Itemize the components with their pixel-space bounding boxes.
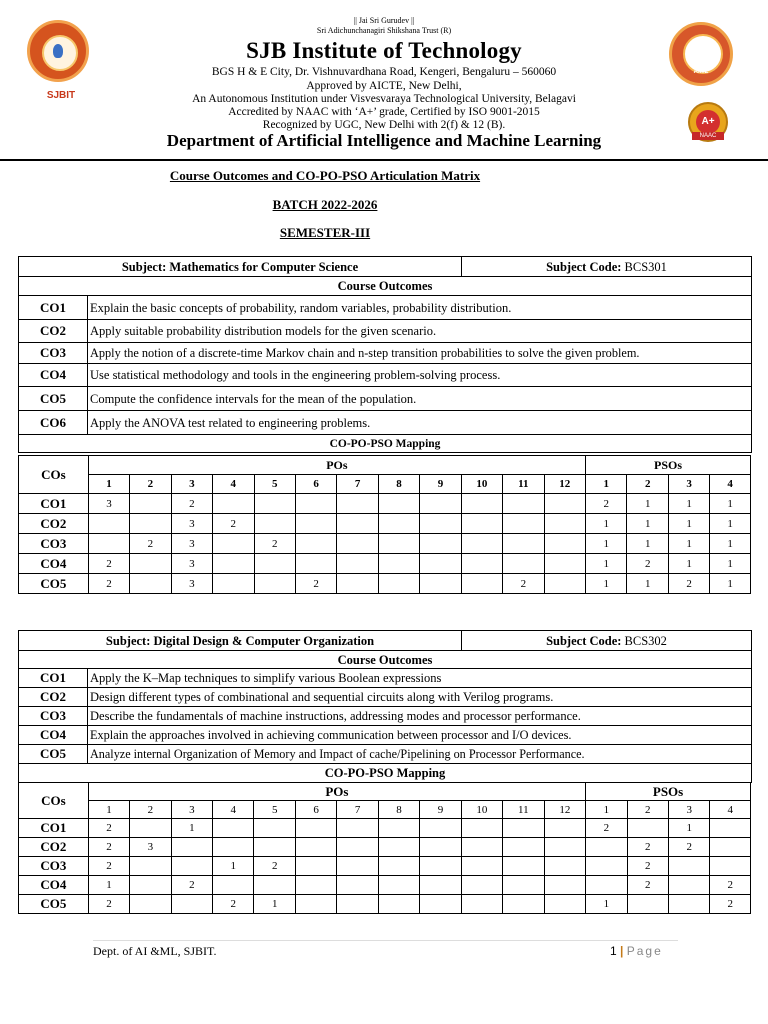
footer-divider [93, 940, 678, 941]
outcome-row: CO3 Describe the fundamentals of machine instructions, addressing modes and processor performance. [19, 707, 752, 726]
pso-cell: 1 [586, 574, 627, 594]
matrix-row-co: CO1 [19, 494, 89, 514]
po-cell [461, 819, 502, 838]
po-cell [213, 554, 254, 574]
po-cell [461, 554, 502, 574]
po-cell [544, 494, 585, 514]
outcome-row: CO2 Apply suitable probability distribution models for the given scenario. [19, 320, 752, 343]
po-cell [544, 514, 585, 534]
pso-cell [586, 876, 627, 895]
po-cell [337, 534, 378, 554]
po-cell [420, 514, 461, 534]
po-cell [254, 876, 295, 895]
course-outcomes-heading: Course Outcomes [19, 277, 752, 296]
subject1-mapping-table [18, 455, 751, 594]
po-cell [503, 895, 544, 914]
matrix-row-co: CO2 [19, 514, 89, 534]
po-cell: 2 [171, 876, 212, 895]
pso-cell: 1 [668, 819, 709, 838]
matrix-row [19, 838, 751, 857]
po-cell [544, 838, 586, 857]
po-cell: 2 [88, 838, 129, 857]
matrix-row-co: CO3 [19, 857, 89, 876]
pso-cell: 2 [586, 494, 627, 514]
po-cell [295, 534, 336, 554]
matrix-row [19, 895, 751, 914]
pso-cell [710, 819, 751, 838]
recognition-line: Recognized by UGC, New Delhi with 2(f) & 12 (B). [262, 119, 506, 131]
po-cell: 2 [295, 574, 336, 594]
footer-department: Dept. of AI &ML, SJBIT. [93, 944, 217, 958]
po-cell [461, 838, 502, 857]
po-cell: 3 [130, 838, 171, 857]
po-cell [295, 819, 336, 838]
po-cell: 2 [213, 895, 254, 914]
po-cell [130, 514, 171, 534]
column-numbers-row [19, 801, 751, 819]
po-cell [213, 819, 254, 838]
po-cell [420, 534, 461, 554]
pso-cell: 2 [668, 838, 709, 857]
pos-header: POs [88, 456, 585, 475]
po-cell: 2 [88, 554, 129, 574]
pso-cell: 2 [710, 876, 751, 895]
po-cell [130, 574, 171, 594]
po-cell: 3 [171, 514, 212, 534]
column-number: 2 [130, 801, 171, 819]
psos-header: PSOs [586, 783, 751, 801]
po-cell [337, 819, 378, 838]
column-number: 10 [461, 801, 502, 819]
matrix-row [19, 514, 751, 534]
pso-cell: 1 [627, 514, 668, 534]
matrix-row [19, 857, 751, 876]
po-cell [378, 838, 419, 857]
po-cell: 2 [503, 574, 544, 594]
po-cell: 3 [171, 534, 212, 554]
po-cell [254, 574, 295, 594]
column-number: 3 [171, 475, 212, 494]
matrix-row [19, 574, 751, 594]
po-cell: 1 [254, 895, 295, 914]
po-cell [378, 574, 419, 594]
pso-cell: 1 [586, 895, 627, 914]
po-cell [503, 494, 544, 514]
po-cell [337, 514, 378, 534]
column-number: 6 [295, 801, 336, 819]
po-cell: 2 [88, 857, 129, 876]
naac-badge-icon [688, 102, 728, 142]
po-cell [213, 838, 254, 857]
pso-cell: 1 [627, 494, 668, 514]
pso-cell [668, 857, 709, 876]
po-cell [378, 494, 419, 514]
column-number: 1 [88, 475, 129, 494]
course-outcomes-heading: Course Outcomes [19, 651, 752, 669]
po-cell [503, 819, 544, 838]
outcome-row: CO1 Apply the K–Map techniques to simplify various Boolean expressions [19, 669, 752, 688]
pso-cell: 1 [710, 554, 751, 574]
po-cell [337, 574, 378, 594]
pso-cell [586, 838, 627, 857]
po-cell: 2 [213, 514, 254, 534]
po-cell [420, 876, 461, 895]
column-number: 11 [503, 475, 544, 494]
po-cell [503, 857, 544, 876]
pso-cell: 1 [710, 514, 751, 534]
po-cell [130, 857, 171, 876]
po-cell [461, 876, 502, 895]
po-cell [171, 857, 212, 876]
po-cell [544, 534, 585, 554]
matrix-row-co: CO2 [19, 838, 89, 857]
po-cell [171, 838, 212, 857]
pso-cell: 2 [710, 895, 751, 914]
po-cell [461, 534, 502, 554]
po-cell [503, 514, 544, 534]
pso-cell: 1 [586, 534, 627, 554]
subject1-outcomes-table [18, 256, 752, 453]
po-cell [378, 514, 419, 534]
po-cell: 1 [213, 857, 254, 876]
invocation-text: || Jai Sri Gurudev || [353, 16, 415, 25]
po-cell [171, 895, 212, 914]
po-cell [337, 895, 378, 914]
po-cell [544, 574, 585, 594]
po-cell: 3 [88, 494, 129, 514]
po-cell [503, 838, 544, 857]
po-cell [130, 494, 171, 514]
mapping-heading: CO-PO-PSO Mapping [19, 435, 752, 453]
page-separator: | [620, 944, 624, 958]
po-cell: 2 [88, 895, 129, 914]
matrix-row-co: CO3 [19, 534, 89, 554]
column-number: 12 [544, 801, 586, 819]
matrix-row-co: CO5 [19, 895, 89, 914]
logo-left-caption: SJBIT [46, 90, 76, 101]
outcome-row: CO5 Analyze internal Organization of Memory and Impact of cache/Pipelining on Processor Performance. [19, 745, 752, 764]
po-cell [254, 514, 295, 534]
po-cell [420, 574, 461, 594]
po-cell [378, 554, 419, 574]
po-cell: 3 [171, 574, 212, 594]
po-cell [461, 514, 502, 534]
column-number: 4 [710, 475, 751, 494]
pso-cell [710, 857, 751, 876]
column-number: 2 [130, 475, 171, 494]
matrix-row [19, 819, 751, 838]
approval-line: Approved by AICTE, New Delhi, [306, 80, 462, 92]
column-number: 8 [378, 475, 419, 494]
po-cell: 2 [254, 857, 295, 876]
po-cell [337, 838, 378, 857]
pso-cell: 2 [668, 574, 709, 594]
aiml-logo [669, 22, 733, 86]
outcome-row: CO4 Explain the approaches involved in achieving communication between processor and I/O devices. [19, 726, 752, 745]
column-number: 6 [295, 475, 336, 494]
accreditation-line: Accredited by NAAC with ‘A+’ grade, Certified by ISO 9001-2015 [228, 106, 540, 118]
pso-cell: 1 [668, 494, 709, 514]
po-cell: 2 [254, 534, 295, 554]
po-cell: 1 [171, 819, 212, 838]
po-cell: 2 [171, 494, 212, 514]
document-title: Course Outcomes and CO-PO-PSO Articulation Matrix [169, 168, 481, 183]
page-word: Page [626, 944, 663, 958]
po-cell [378, 895, 419, 914]
po-cell [544, 554, 585, 574]
po-cell [420, 838, 461, 857]
po-cell [378, 857, 419, 876]
po-cell [295, 514, 336, 534]
pso-cell: 2 [627, 876, 668, 895]
po-cell [544, 895, 586, 914]
po-cell [503, 534, 544, 554]
column-number: 9 [420, 801, 461, 819]
outcome-row: CO3 Apply the notion of a discrete-time Markov chain and n-step transition probabilities to solve the given problem. [19, 343, 752, 364]
po-cell [378, 534, 419, 554]
column-number: 3 [668, 475, 709, 494]
pso-cell [668, 895, 709, 914]
po-cell [461, 857, 502, 876]
pso-cell: 1 [710, 574, 751, 594]
pso-cell: 1 [586, 514, 627, 534]
subject2-mapping-table [18, 782, 751, 914]
po-cell [337, 876, 378, 895]
pso-cell [586, 857, 627, 876]
po-cell [503, 554, 544, 574]
outcome-row: CO4 Use statistical methodology and tools in the engineering problem-solving process. [19, 364, 752, 387]
column-number: 1 [586, 801, 627, 819]
column-number: 2 [627, 801, 668, 819]
address-line: BGS H & E City, Dr. Vishnuvardhana Road, Kengeri, Bengaluru – 560060 [211, 66, 557, 78]
column-numbers-row [19, 475, 751, 494]
column-number: 9 [420, 475, 461, 494]
po-cell [295, 554, 336, 574]
po-cell: 2 [88, 819, 129, 838]
header-divider [0, 159, 768, 161]
po-cell [295, 838, 336, 857]
column-number: 7 [337, 475, 378, 494]
subject2-outcomes-table [18, 630, 752, 783]
pso-cell: 1 [586, 554, 627, 574]
subject1-name-cell: Subject: Mathematics for Computer Science [19, 257, 462, 277]
po-cell [295, 857, 336, 876]
department-name: Department of Artificial Intelligence and Machine Learning [166, 131, 602, 150]
po-cell [544, 857, 586, 876]
po-cell: 2 [88, 574, 129, 594]
pso-cell: 1 [627, 574, 668, 594]
po-cell [130, 554, 171, 574]
column-number: 5 [254, 801, 295, 819]
po-cell: 1 [88, 876, 129, 895]
batch-title: BATCH 2022-2026 [272, 197, 378, 212]
pso-cell [710, 838, 751, 857]
matrix-row [19, 554, 751, 574]
po-cell [130, 895, 171, 914]
column-number: 2 [627, 475, 668, 494]
po-cell [337, 857, 378, 876]
column-number: 11 [503, 801, 544, 819]
subject1-code-cell: Subject Code: BCS301 [462, 257, 752, 277]
po-cell: 3 [171, 554, 212, 574]
po-cell [420, 554, 461, 574]
column-number: 10 [461, 475, 502, 494]
page-number: 1 [610, 944, 617, 958]
pso-cell [668, 876, 709, 895]
po-cell [130, 819, 171, 838]
outcome-row: CO6 Apply the ANOVA test related to engineering problems. [19, 411, 752, 435]
column-number: 4 [213, 801, 254, 819]
po-cell [337, 554, 378, 574]
column-number: 4 [710, 801, 751, 819]
po-cell [420, 494, 461, 514]
po-cell [420, 857, 461, 876]
column-number: 3 [171, 801, 212, 819]
po-cell: 2 [130, 534, 171, 554]
pso-cell: 1 [627, 534, 668, 554]
institute-name: SJB Institute of Technology [246, 38, 522, 63]
po-cell [88, 514, 129, 534]
column-number: 5 [254, 475, 295, 494]
column-number: 3 [668, 801, 709, 819]
subject2-code-cell: Subject Code: BCS302 [462, 631, 752, 651]
po-cell [213, 876, 254, 895]
outcome-row: CO1 Explain the basic concepts of probability, random variables, probability distribution. [19, 296, 752, 320]
po-cell [461, 574, 502, 594]
pso-cell: 1 [668, 514, 709, 534]
naac-grade: A+ [696, 110, 720, 134]
po-cell [88, 534, 129, 554]
po-cell [378, 819, 419, 838]
matrix-row [19, 494, 751, 514]
po-cell [213, 534, 254, 554]
po-cell [337, 494, 378, 514]
column-number: 8 [378, 801, 419, 819]
po-cell [213, 494, 254, 514]
po-cell [254, 554, 295, 574]
matrix-row-co: CO1 [19, 819, 89, 838]
column-number: 7 [337, 801, 378, 819]
matrix-row [19, 876, 751, 895]
matrix-row-co: CO5 [19, 574, 89, 594]
pso-cell: 1 [668, 554, 709, 574]
pso-cell: 2 [586, 819, 627, 838]
po-cell [295, 876, 336, 895]
aiml-logo-label: AIML [693, 69, 709, 75]
pso-cell: 1 [710, 494, 751, 514]
column-number: 1 [88, 801, 129, 819]
subject2-name-cell: Subject: Digital Design & Computer Organization [19, 631, 462, 651]
po-cell [544, 876, 586, 895]
matrix-row-co: CO4 [19, 876, 89, 895]
po-cell [254, 819, 295, 838]
cos-header: COs [19, 456, 89, 494]
po-cell [295, 895, 336, 914]
pso-cell: 2 [627, 554, 668, 574]
pso-cell [627, 895, 668, 914]
pso-cell [627, 819, 668, 838]
column-number: 1 [586, 475, 627, 494]
po-cell [461, 895, 502, 914]
po-cell [461, 494, 502, 514]
pso-cell: 1 [710, 534, 751, 554]
autonomy-line: An Autonomous Institution under Visvesvaraya Technological University, Belagavi [192, 93, 576, 105]
psos-header: PSOs [586, 456, 751, 475]
po-cell [544, 819, 586, 838]
pso-cell: 1 [668, 534, 709, 554]
naac-label: NAAC [692, 132, 724, 140]
semester-title: SEMESTER-III [279, 225, 371, 240]
po-cell [420, 819, 461, 838]
po-cell [213, 574, 254, 594]
column-number: 12 [544, 475, 585, 494]
column-number: 4 [213, 475, 254, 494]
po-cell [130, 876, 171, 895]
mapping-heading: CO-PO-PSO Mapping [19, 764, 752, 783]
matrix-row [19, 534, 751, 554]
po-cell [254, 494, 295, 514]
cos-header: COs [19, 783, 89, 819]
po-cell [503, 876, 544, 895]
pso-cell: 2 [627, 838, 668, 857]
outcome-row: CO2 Design different types of combinational and sequential circuits along with Verilog programs. [19, 688, 752, 707]
matrix-row-co: CO4 [19, 554, 89, 574]
outcome-row: CO5 Compute the confidence intervals for the mean of the population. [19, 387, 752, 411]
po-cell [378, 876, 419, 895]
po-cell [254, 838, 295, 857]
pos-header: POs [88, 783, 585, 801]
pso-cell: 2 [627, 857, 668, 876]
page-indicator [610, 944, 663, 958]
po-cell [420, 895, 461, 914]
trust-name: Sri Adichunchanagiri Shikshana Trust (R) [316, 26, 452, 35]
po-cell [295, 494, 336, 514]
